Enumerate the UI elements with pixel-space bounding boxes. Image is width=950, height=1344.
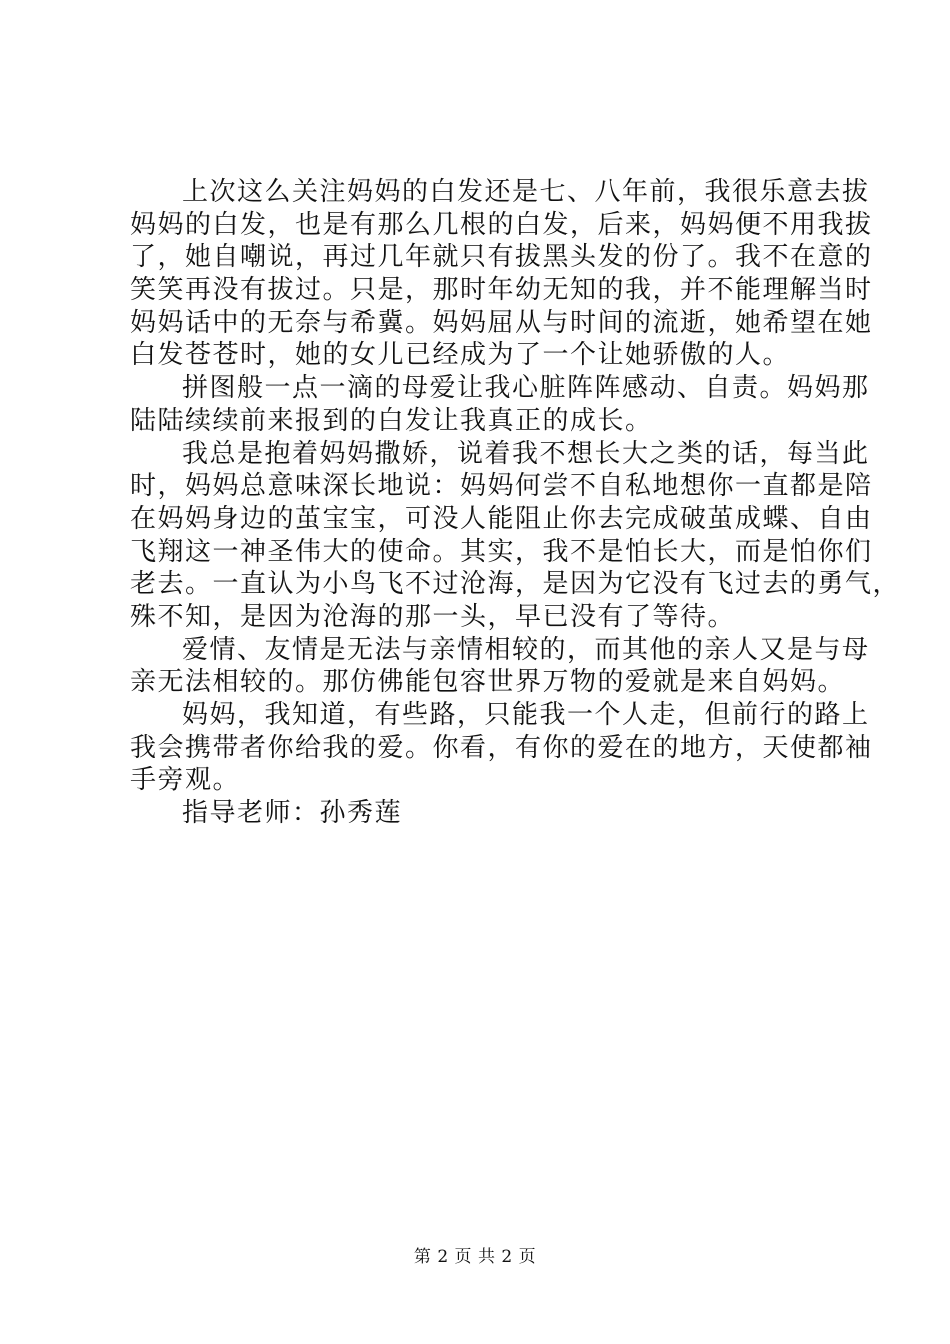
paragraph-line: 在妈妈身边的茧宝宝，可没人能阻止你去完成破茧成蝶、自由 — [130, 503, 873, 534]
page-number-footer: 第 2 页 共 2 页 — [413, 1247, 537, 1267]
paragraph-line: 笑笑再没有拔过。只是，那时年幼无知的我，并不能理解当时 — [130, 275, 873, 306]
paragraph-line: 了，她自嘲说，再过几年就只有拔黑头发的份了。我不在意的 — [130, 242, 873, 273]
paragraph-line: 妈妈，我知道，有些路，只能我一个人走，但前行的路上 — [182, 700, 870, 730]
paragraph-line: 飞翔这一神圣伟大的使命。其实，我不是怕长大，而是怕你们 — [130, 536, 873, 567]
paragraph-line: 殊不知，是因为沧海的那一头，早已没有了等待。 — [130, 601, 736, 632]
instructor-line: 指导老师：孙秀莲 — [182, 798, 403, 829]
paragraph-line: 老去。一直认为小鸟飞不过沧海，是因为它没有飞过去的勇气， — [130, 569, 901, 600]
paragraph-line: 我会携带者你给我的爱。你看，有你的爱在的地方，天使都袖 — [130, 732, 873, 763]
paragraph-line: 爱情、友情是无法与亲情相较的，而其他的亲人又是与母 — [182, 634, 870, 665]
paragraph-line: 我总是抱着妈妈撒娇，说着我不想长大之类的话，每当此 — [182, 438, 870, 469]
paragraph-line: 妈妈话中的无奈与希冀。妈妈屈从与时间的流逝，她希望在她 — [130, 307, 873, 338]
paragraph-line: 亲无法相较的。那仿佛能包容世界万物的爱就是来自妈妈。 — [130, 667, 846, 698]
paragraph-line: 时，妈妈总意味深长地说：妈妈何尝不自私地想你一直都是陪 — [130, 471, 873, 502]
essay-body — [130, 176, 901, 830]
paragraph-line: 陆陆续续前来报到的白发让我真正的成长。 — [130, 405, 653, 436]
paragraph-line: 拼图般一点一滴的母爱让我心脏阵阵感动、自责。妈妈那 — [182, 373, 870, 404]
paragraph-line: 妈妈的白发，也是有那么几根的白发，后来，妈妈便不用我拔 — [130, 209, 873, 240]
paragraph-line: 手旁观。 — [130, 765, 241, 796]
paragraph-line: 上次这么关注妈妈的白发还是七、八年前，我很乐意去拔 — [182, 177, 870, 207]
paragraph-line: 白发苍苍时，她的女儿已经成为了一个让她骄傲的人。 — [130, 340, 791, 371]
